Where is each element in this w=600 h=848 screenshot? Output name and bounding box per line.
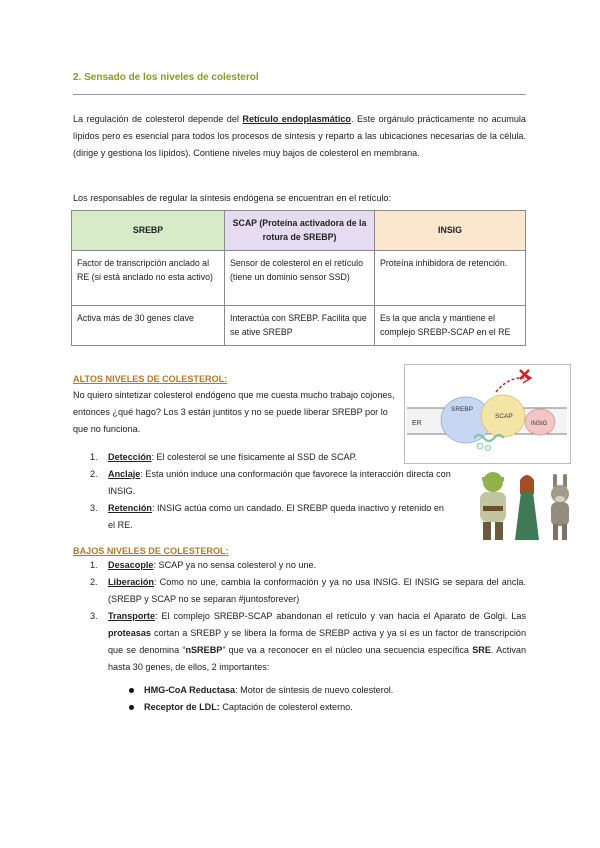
table-cell: Factor de transcripción anclado al RE (si está anclado no esta activo) [72,251,225,306]
table-cell: Es la que ancla y mantiene el complejo SREBP-SCAP en el RE [375,306,526,346]
step-text: : El colesterol se une físicamente al SSD de SCAP. [151,452,358,462]
list-item [73,500,453,534]
list-item [73,608,526,676]
table-row [72,306,526,346]
bajos-heading: BAJOS NIVELES DE COLESTEROL: [73,546,229,556]
label-srebp: SREBP [451,406,474,413]
step-text: . Activan hasta 30 genes, de ellos, 2 importantes: [108,645,526,672]
step-text: ” que va a reconocer en el núcleo una secuencia específica [222,645,473,655]
step-term: Liberación [108,577,154,587]
step-text: : El complejo SREBP-SCAP abandonan el retículo y van hacia el Aparato de Golgi. Las [155,611,526,621]
bold-term: SRE [472,645,491,655]
altos-steps-list [73,449,453,534]
step-number: 1. [90,560,98,570]
table-cell: Sensor de colesterol en el retículo (tiene un dominio sensor SSD) [225,251,375,306]
table-cell: Proteína inhibidora de retención. [375,251,526,306]
characters-illustration [471,468,576,542]
intro-term-re: Retículo endoplasmático [242,114,351,125]
donkey-figure [551,474,569,540]
bold-term: proteasas [108,628,151,638]
comparison-table [71,210,526,346]
gene-name: Receptor de LDL: [144,702,220,712]
bold-term: nSREBP [185,645,223,655]
step-term: Transporte [108,611,155,621]
step-number: 3. [90,503,98,513]
table-header-row [72,211,526,251]
list-item [73,699,526,716]
altos-paragraph: No quiero sintetizar colesterol endógeno que me cuesta mucho trabajo cojones, entonces ¿qué hago? Los 3 están juntitos y no se puede liberar SREBP por lo que no funciona. [73,390,395,434]
header-scap: SCAP (Proteína activadora de la rotura de SREBP) [225,211,375,251]
step-term: Retención [108,503,152,513]
altos-heading: ALTOS NIVELES DE COLESTEROL: [73,374,228,384]
step-text: : SCAP ya no sensa colesterol y no une. [153,560,317,570]
table-cell: Interactúa con SREBP. Facilita que se ative SREBP [225,306,375,346]
step-number: 2. [90,469,98,479]
list-item [73,449,453,466]
step-number: 1. [90,452,98,462]
cholesterol-dot [485,445,490,450]
list-item [73,682,526,699]
label-insig: INSIG [531,421,548,427]
label-er: ER [412,420,422,427]
step-text: cortan a SREBP y se libera la forma de SREBP activa y ya sí es un factor de transcripción que se denomina “ [108,628,526,655]
header-srebp: SREBP [72,211,225,251]
cholesterol-dot [477,443,483,449]
intro-paragraph [73,111,526,162]
princess-figure [515,475,539,540]
list-item [73,557,526,574]
list-item [73,466,453,500]
step-text: : INSIG actúa como un candado. El SREBP queda inactivo y retenido en el RE. [108,503,444,530]
step-term: Desacople [108,560,154,570]
responsables-paragraph: Los responsables de regular la síntesis endógena se encuentran en el retículo: [73,193,391,204]
step-term: Anclaje [108,469,141,479]
intro-text-a: La regulación de colesterol depende del [73,114,243,125]
label-scap: SCAP [495,413,513,420]
list-item [73,574,526,608]
important-genes-list [73,682,526,716]
green-ogre-figure [480,472,506,540]
gene-text: : Motor de síntesis de nuevo colesterol. [235,685,394,695]
step-number: 2. [90,577,98,587]
intro-text-c: . Este orgánulo prácticamente no acumula lípidos pero es esencial para todos los procesos de síntesis y reparto a las ubicaciones necesarias de la célula. (dirige y gestiona los lípidos). Contiene niveles muy bajos de colesterol en membrana. [73,114,526,159]
gene-name: HMG-CoA Reductasa [144,685,236,695]
bullet-icon [129,688,134,693]
gene-text: Captación de colesterol externo. [219,702,353,712]
bajos-steps-list [73,557,526,676]
table-row [72,251,526,306]
step-text: : Esta unión induce una conformación que favorece la interacción directa con INSIG. [108,469,451,496]
title-divider [73,94,526,95]
section-title: 2. Sensado de los niveles de colesterol [73,72,259,83]
step-term: Detección [108,452,152,462]
step-number: 3. [90,611,98,621]
table-cell: Activa más de 30 genes clave [72,306,225,346]
bullet-icon [129,705,134,710]
step-text: : Como no une, cambia la conformación y ya no usa INSIG. El INSIG se separa del ancla. (SREBP y SCAP no se separan #juntosforever) [108,577,526,604]
header-insig: INSIG [375,211,526,251]
